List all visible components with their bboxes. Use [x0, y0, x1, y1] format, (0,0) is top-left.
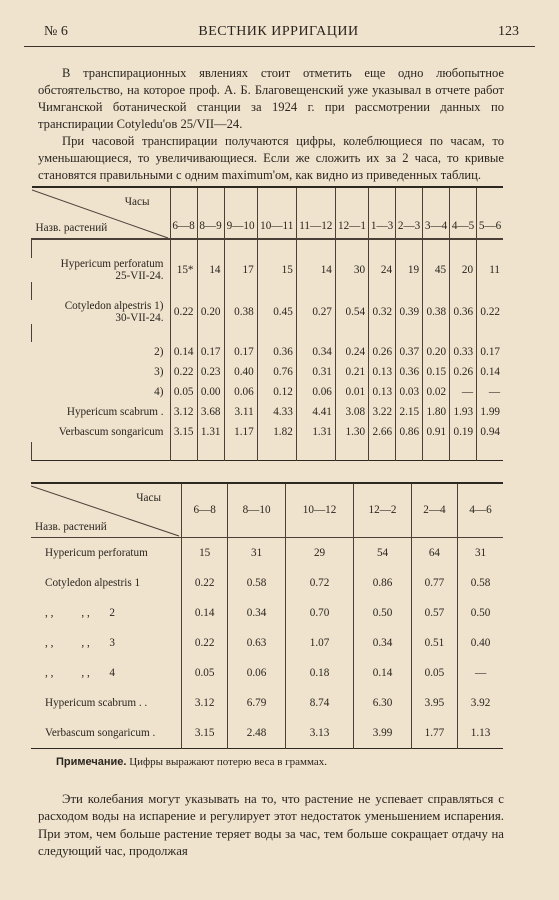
table-cell: — — [450, 382, 477, 402]
table-note — [56, 756, 327, 768]
header-rule — [24, 46, 535, 47]
spacer-cell — [335, 239, 368, 258]
column-header: 4—6 — [458, 483, 503, 537]
spacer-cell — [423, 324, 450, 342]
table-cell: 20 — [450, 258, 477, 282]
spacer-cell — [197, 442, 224, 461]
table-cell: 0.01 — [335, 382, 368, 402]
row-label: , , , , 2 — [45, 606, 115, 619]
table-row — [32, 300, 504, 324]
table-cell: 3.99 — [354, 718, 411, 749]
table-cell: 54 — [354, 537, 411, 568]
spacer-cell — [296, 239, 335, 258]
spacer-cell — [224, 442, 257, 461]
table-cell: 0.40 — [224, 362, 257, 382]
table-cell: 0.14 — [182, 598, 228, 628]
row-label — [32, 362, 171, 382]
table-cell: 0.33 — [450, 342, 477, 362]
table-cell: 0.14 — [170, 342, 197, 362]
table-cell: 2.66 — [369, 422, 396, 442]
row-label — [32, 300, 171, 324]
note-label: Примечание. — [56, 756, 127, 768]
column-header: 1—3 — [369, 187, 396, 239]
table-cell: 0.27 — [296, 300, 335, 324]
spacer-cell — [32, 442, 171, 461]
table-cell: 0.00 — [197, 382, 224, 402]
table-cell: 0.05 — [182, 658, 228, 688]
table-cell: 0.51 — [411, 628, 457, 658]
table-row — [31, 537, 503, 568]
column-header: 9—10 — [224, 187, 257, 239]
spacer-cell — [32, 239, 171, 258]
date-label: 30-VII-24. — [115, 312, 164, 324]
column-header: 8—10 — [228, 483, 285, 537]
spacer-cell — [170, 324, 197, 342]
table-cell: 0.38 — [423, 300, 450, 324]
running-header — [24, 22, 533, 44]
table-cell: 0.22 — [477, 300, 503, 324]
spacer-cell — [477, 324, 503, 342]
table-cell: 0.02 — [423, 382, 450, 402]
spacer-cell — [335, 282, 368, 300]
row-label — [32, 342, 171, 362]
table-cell: 1.31 — [197, 422, 224, 442]
table-cell: 31 — [458, 537, 503, 568]
table-cell: 0.22 — [182, 628, 228, 658]
row-label — [32, 382, 171, 402]
table-cell: 1.31 — [296, 422, 335, 442]
table-cell: 0.91 — [423, 422, 450, 442]
spacer-cell — [369, 442, 396, 461]
table-cell: 14 — [197, 258, 224, 282]
column-header: 2—4 — [411, 483, 457, 537]
table-row — [31, 598, 503, 628]
table-cell: 0.57 — [411, 598, 457, 628]
table-row — [32, 342, 504, 362]
table-cell: 0.06 — [224, 382, 257, 402]
spacer-cell — [170, 239, 197, 258]
table-cell: 0.31 — [296, 362, 335, 382]
table-cell: 3.11 — [224, 402, 257, 422]
two-hour-transpiration-table — [31, 482, 503, 749]
table-cell: 45 — [423, 258, 450, 282]
column-header: 8—9 — [197, 187, 224, 239]
table-cell: 0.70 — [285, 598, 354, 628]
spacer-cell — [396, 282, 423, 300]
spacer-cell — [450, 282, 477, 300]
table-cell: 0.17 — [197, 342, 224, 362]
column-header: 3—4 — [423, 187, 450, 239]
table-cell: 1.13 — [458, 718, 503, 749]
table-cell: 6.79 — [228, 688, 285, 718]
table-cell: 0.37 — [396, 342, 423, 362]
table-cell: 0.17 — [224, 342, 257, 362]
table-cell: 29 — [285, 537, 354, 568]
journal-title: ВЕСТНИК ИРРИГАЦИИ — [198, 24, 359, 39]
table-cell: 0.14 — [477, 362, 503, 382]
table-row — [31, 688, 503, 718]
spacer-row — [32, 239, 504, 258]
table-cell: 0.13 — [369, 382, 396, 402]
table-cell: 15 — [182, 537, 228, 568]
table-cell: 0.40 — [458, 628, 503, 658]
table-cell: 3.12 — [170, 402, 197, 422]
row-label: Verbascum songaricum . — [45, 726, 156, 739]
table-cell: 0.20 — [423, 342, 450, 362]
plant-name: Hypericum scabrum . — [66, 406, 164, 418]
column-header: 6—8 — [182, 483, 228, 537]
table-cell: 0.26 — [450, 362, 477, 382]
table-cell: 0.19 — [450, 422, 477, 442]
row-label — [32, 422, 171, 442]
paragraph-3: Эти колебания могут указывать на то, что растение не успевает справляться с расходом воды на испарение и регулирует этот недостаток уменьшением испарения. При этом, чем больше растение теряет воды за час, тем больше сокращает отдачу на следующий час, продолжая — [38, 791, 504, 859]
spacer-cell — [423, 282, 450, 300]
plant-label: Назв. растений — [35, 222, 108, 234]
spacer-cell — [477, 239, 503, 258]
table-cell: 3.95 — [411, 688, 457, 718]
table-row — [32, 402, 504, 422]
table-cell: 0.22 — [182, 568, 228, 598]
plant-label: Назв. растений — [35, 520, 107, 533]
table-cell: 0.34 — [296, 342, 335, 362]
row-label: , , , , 4 — [45, 666, 115, 679]
spacer-cell — [369, 324, 396, 342]
table-row — [31, 568, 503, 598]
table-cell: 2.15 — [396, 402, 423, 422]
spacer-cell — [224, 282, 257, 300]
column-header: 5—6 — [477, 187, 503, 239]
table-cell: 11 — [477, 258, 503, 282]
table-cell: 0.76 — [257, 362, 296, 382]
spacer-cell — [197, 324, 224, 342]
table-cell: 4.33 — [257, 402, 296, 422]
spacer-cell — [296, 442, 335, 461]
table-cell: 0.34 — [354, 628, 411, 658]
spacer-cell — [450, 239, 477, 258]
table-cell: 19 — [396, 258, 423, 282]
column-header: 12—1 — [335, 187, 368, 239]
spacer-cell — [477, 282, 503, 300]
table-cell: 0.50 — [458, 598, 503, 628]
spacer-cell — [257, 442, 296, 461]
table-cell: 1.99 — [477, 402, 503, 422]
spacer-cell — [369, 282, 396, 300]
table-cell: 0.58 — [458, 568, 503, 598]
table-cell: 14 — [296, 258, 335, 282]
row-label — [32, 402, 171, 422]
plant-name: 3) — [154, 366, 164, 378]
table-cell: 0.86 — [396, 422, 423, 442]
column-header: 10—12 — [285, 483, 354, 537]
table-cell: 0.06 — [296, 382, 335, 402]
table-cell: 0.45 — [257, 300, 296, 324]
column-header: 11—12 — [296, 187, 335, 239]
row-label — [32, 258, 171, 282]
table-cell: 0.72 — [285, 568, 354, 598]
plant-name: Cotyledon alpestris 1) — [64, 300, 164, 312]
spacer-cell — [257, 239, 296, 258]
spacer-cell — [369, 239, 396, 258]
table-cell: 0.14 — [354, 658, 411, 688]
table-cell: 30 — [335, 258, 368, 282]
spacer-cell — [296, 324, 335, 342]
row-label: Hypericum perforatum — [45, 546, 148, 559]
table-cell: 0.12 — [257, 382, 296, 402]
table-cell: 4.41 — [296, 402, 335, 422]
table-cell: 8.74 — [285, 688, 354, 718]
table-cell: 0.32 — [369, 300, 396, 324]
table-cell: 24 — [369, 258, 396, 282]
spacer-cell — [396, 239, 423, 258]
spacer-row — [32, 324, 504, 342]
table-row — [32, 422, 504, 442]
table-cell: 1.93 — [450, 402, 477, 422]
table-cell: 3.12 — [182, 688, 228, 718]
table-cell: 3.13 — [285, 718, 354, 749]
table-cell: 15 — [257, 258, 296, 282]
column-header: 10—11 — [257, 187, 296, 239]
row-label: Cotyledon alpestris 1 — [45, 576, 141, 589]
plant-name: 4) — [154, 386, 164, 398]
spacer-cell — [257, 282, 296, 300]
spacer-cell — [32, 324, 171, 342]
table-cell: 0.39 — [396, 300, 423, 324]
table-cell: 0.06 — [228, 658, 285, 688]
hours-label: Часы — [124, 196, 150, 208]
date-label: 25-VII-24. — [115, 270, 164, 282]
table-cell: 0.13 — [369, 362, 396, 382]
table-row — [31, 658, 503, 688]
table-cell: 0.26 — [369, 342, 396, 362]
table-cell: 3.08 — [335, 402, 368, 422]
column-header: 6—8 — [170, 187, 197, 239]
table-cell: 3.15 — [182, 718, 228, 749]
table-cell: 0.22 — [170, 362, 197, 382]
table-cell: 3.22 — [369, 402, 396, 422]
table-cell: 3.15 — [170, 422, 197, 442]
table-cell: 0.36 — [257, 342, 296, 362]
table-cell: 0.20 — [197, 300, 224, 324]
table-cell: — — [477, 382, 503, 402]
plant-name: Verbascum songaricum — [58, 426, 164, 438]
table-cell: 1.30 — [335, 422, 368, 442]
table-row — [31, 718, 503, 749]
spacer-cell — [423, 442, 450, 461]
table-cell: 1.17 — [224, 422, 257, 442]
plant-name: Hypericum perforatum — [60, 258, 164, 270]
table-cell: 0.54 — [335, 300, 368, 324]
table-cell: 1.80 — [423, 402, 450, 422]
table2-corner-header — [31, 483, 182, 537]
hourly-transpiration-table — [31, 186, 503, 461]
spacer-cell — [224, 239, 257, 258]
spacer-cell — [296, 282, 335, 300]
table-cell: 3.92 — [458, 688, 503, 718]
table-cell: 3.68 — [197, 402, 224, 422]
table-row — [32, 382, 504, 402]
table-cell: 0.15 — [423, 362, 450, 382]
hours-label: Часы — [136, 492, 161, 504]
table-cell: 0.34 — [228, 598, 285, 628]
table-cell: 0.36 — [396, 362, 423, 382]
spacer-row — [32, 442, 504, 461]
table-row — [31, 628, 503, 658]
spacer-cell — [197, 282, 224, 300]
table-cell: 2.48 — [228, 718, 285, 749]
table-cell: 0.50 — [354, 598, 411, 628]
table-row — [32, 258, 504, 282]
table-cell: 0.24 — [335, 342, 368, 362]
column-header: 4—5 — [450, 187, 477, 239]
table-cell: 0.94 — [477, 422, 503, 442]
table-cell: 1.77 — [411, 718, 457, 749]
paragraph-2: При часовой транспирации получаются цифры, колеблющиеся по часам, то уменьшающиеся, то увеличивающиеся. Если же сложить их за 2 часа, то кривые становятся правильными с одним maximum'ом, как видно из приведенных таблиц. — [38, 133, 504, 182]
row-label: , , , , 3 — [45, 636, 115, 649]
table-cell: 0.03 — [396, 382, 423, 402]
plant-name: 2) — [154, 346, 164, 358]
table-row — [32, 362, 504, 382]
table-cell: 64 — [411, 537, 457, 568]
table-cell: 0.77 — [411, 568, 457, 598]
table-cell: 0.05 — [411, 658, 457, 688]
row-label: Hypericum scabrum . . — [45, 696, 148, 709]
note-text: Цифры выражают потерю веса в граммах. — [129, 756, 328, 768]
table-cell: 17 — [224, 258, 257, 282]
table-cell: 1.82 — [257, 422, 296, 442]
table-cell: 0.63 — [228, 628, 285, 658]
spacer-cell — [197, 239, 224, 258]
table1-corner-header — [32, 187, 171, 239]
table-cell: 1.07 — [285, 628, 354, 658]
table-cell: 0.22 — [170, 300, 197, 324]
table-cell: 0.58 — [228, 568, 285, 598]
table-cell: 6.30 — [354, 688, 411, 718]
spacer-cell — [335, 324, 368, 342]
spacer-cell — [170, 442, 197, 461]
spacer-cell — [335, 442, 368, 461]
spacer-cell — [450, 324, 477, 342]
table-cell: 31 — [228, 537, 285, 568]
spacer-cell — [257, 324, 296, 342]
table-cell: 0.05 — [170, 382, 197, 402]
table-cell: 0.86 — [354, 568, 411, 598]
table-cell: 15* — [170, 258, 197, 282]
spacer-row — [32, 282, 504, 300]
column-header: 12—2 — [354, 483, 411, 537]
table-cell: — — [458, 658, 503, 688]
page-number: 123 — [498, 24, 519, 39]
column-header: 2—3 — [396, 187, 423, 239]
spacer-cell — [224, 324, 257, 342]
spacer-cell — [396, 324, 423, 342]
table-cell: 0.21 — [335, 362, 368, 382]
spacer-cell — [32, 282, 171, 300]
paragraph-1: В транспирационных явлениях стоит отметить еще одно любопытное обстоятельство, на которое проф. А. Б. Благовещенский уже указывал в отчете работ Чимганской ботанической станции за 1924 г. при рассмотрении данных по транспирации Cotyledu'ов 25/VII—24. — [38, 65, 504, 131]
table-cell: 0.38 — [224, 300, 257, 324]
table-cell: 0.17 — [477, 342, 503, 362]
spacer-cell — [170, 282, 197, 300]
spacer-cell — [477, 442, 503, 461]
table-cell: 0.23 — [197, 362, 224, 382]
spacer-cell — [396, 442, 423, 461]
table-cell: 0.18 — [285, 658, 354, 688]
issue-number: № 6 — [44, 24, 68, 39]
spacer-cell — [423, 239, 450, 258]
spacer-cell — [450, 442, 477, 461]
table-cell: 0.36 — [450, 300, 477, 324]
